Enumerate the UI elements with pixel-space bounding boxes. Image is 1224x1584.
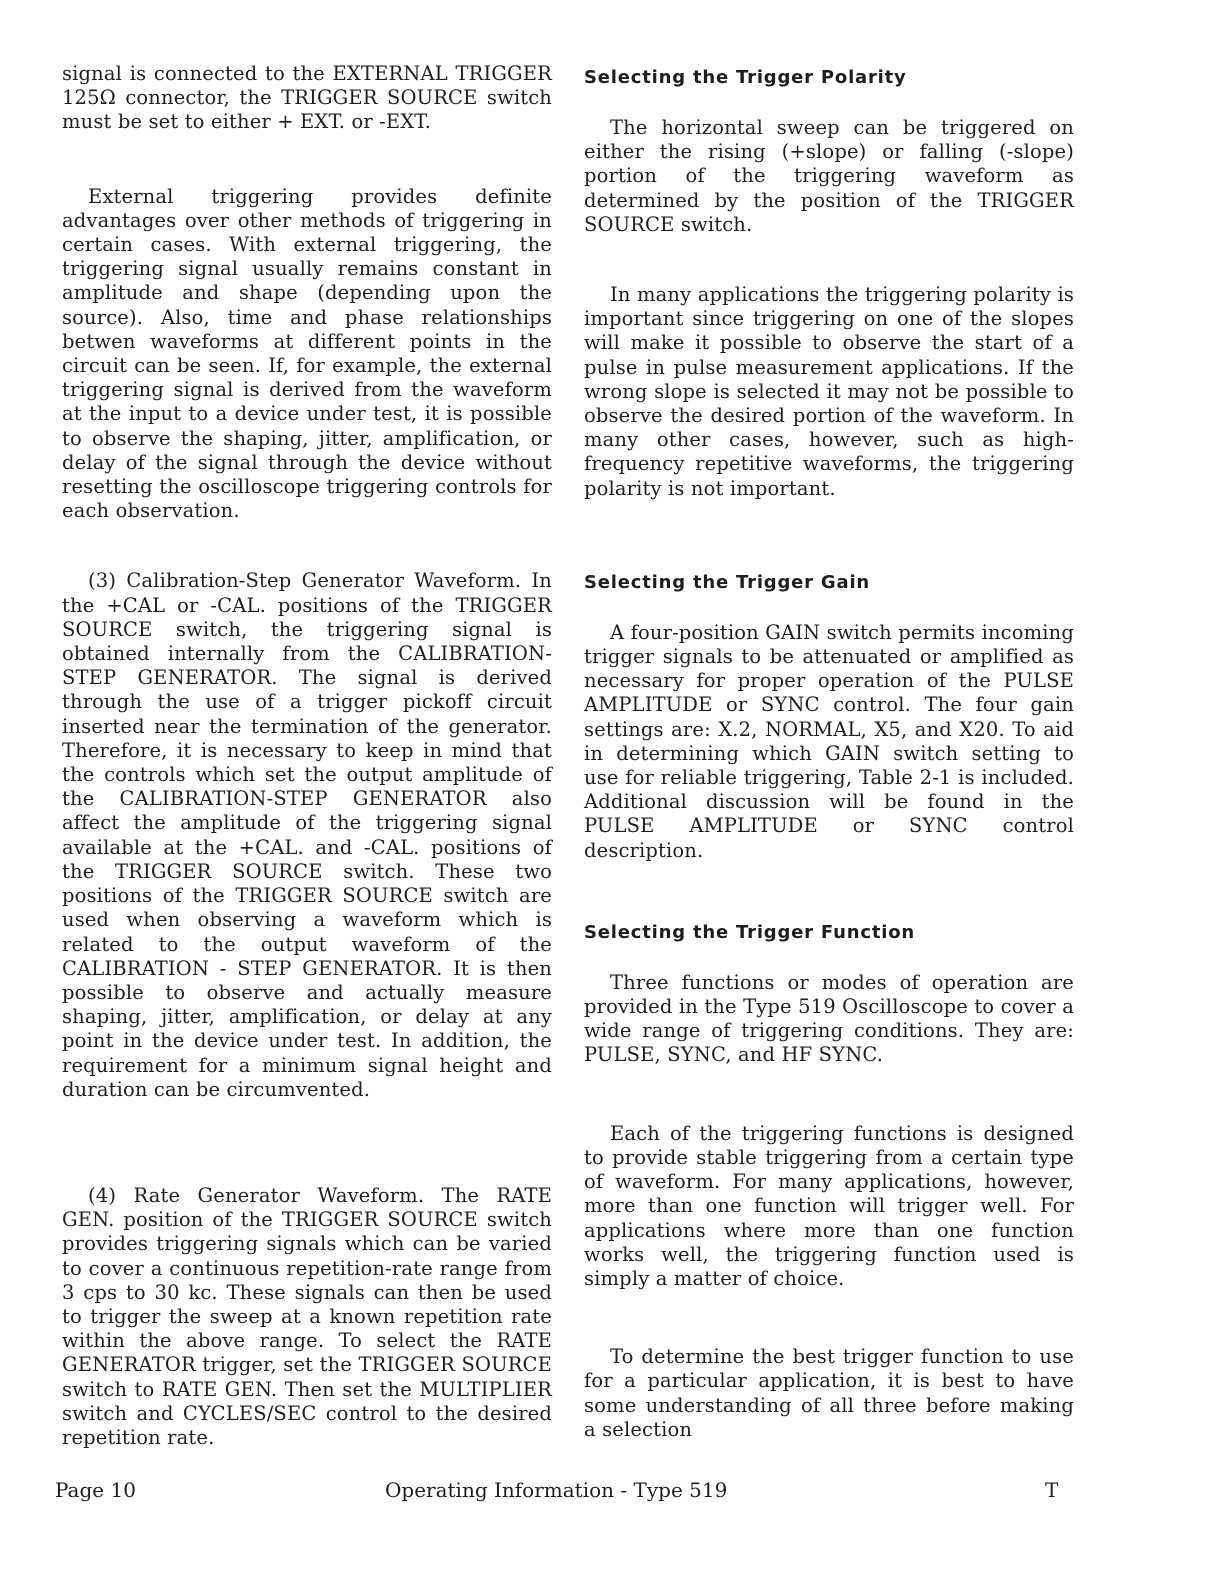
footer-mark: T	[1045, 1478, 1059, 1502]
paragraph-trigger-functions: Three functions or modes of operation are provided in the Type 519 Oscilloscope to cover a wide range of triggering conditions. They are: PULSE, SYNC, and HF SYNC.	[584, 970, 1074, 1067]
paragraph-calibration-step-generator: (3) Calibration-Step Generator Waveform. In the +CAL or -CAL. positions of the TRIGGER SOURCE switch, the triggering signal is obtained internally from the CALIBRATION-STEP GENERATOR. The signal is derived through the use of a trigger pickoff circuit inserted near the termination of the generator. Therefore, it is necessary to keep in mind that the controls which set the output amplitude of the CALIBRATION-STEP GENERATOR also affect the amplitude of the triggering signal available at the +CAL. and -CAL. positions of the TRIGGER SOURCE switch. These two positions of the TRIGGER SOURCE switch are used when observing a waveform which is related to the output waveform of the CALIBRATION - STEP GENERATOR. It is then possible to observe and actually measure shaping, jitter, amplification, or delay at any point in the device under test. In addition, the requirement for a minimum signal height and duration can be circumvented.	[62, 569, 552, 1101]
paragraph-trigger-polarity: The horizontal sweep can be triggered on either the rising (+slope) or falling (-slope) portion of the triggering waveform as determined by the position of the TRIGGER SOURCE switch.	[584, 116, 1074, 236]
paragraph-polarity-importance: In many applications the triggering polarity is important since triggering on one of the slopes will make it possible to observe the start of a pulse in pulse measurement applications. If the wrong slope is selected it may not be possible to observe the desired portion of the waveform. In many other cases, however, such as high-frequency repetitive waveforms, the triggering polarity is not important.	[584, 283, 1074, 500]
page-number: Page 10	[55, 1478, 136, 1502]
right-column	[584, 66, 1074, 1442]
heading-trigger-gain: Selecting the Trigger Gain	[584, 571, 871, 593]
left-column	[62, 62, 552, 1450]
paragraph-external-trigger-connector: signal is connected to the EXTERNAL TRIGGER 125Ω connector, the TRIGGER SOURCE switch must be set to either + EXT. or -EXT.	[62, 62, 552, 134]
page-footer	[55, 1478, 1075, 1508]
paragraph-function-choice: Each of the triggering functions is designed to provide stable triggering from a certain type of waveform. For many applications, however, more than one function will trigger well. For applications where more than one function works well, the triggering function used is simply a matter of choice.	[584, 1121, 1074, 1290]
footer-title: Operating Information - Type 519	[385, 1478, 728, 1502]
paragraph-trigger-gain: A four-position GAIN switch permits incoming trigger signals to be attenuated or amplified as necessary for proper operation of the PULSE AMPLITUDE or SYNC control. The four gain settings are: X.2, NORMAL, X5, and X20. To aid in determining which GAIN switch setting to use for reliable triggering, Table 2-1 is included. Additional discussion will be found in the PULSE AMPLITUDE or SYNC control description.	[584, 620, 1074, 862]
heading-trigger-polarity: Selecting the Trigger Polarity	[584, 67, 907, 88]
heading-trigger-function: Selecting the Trigger Function	[584, 921, 915, 943]
paragraph-external-triggering-advantages: External triggering provides definite advantages over other methods of triggering in certain cases. With external triggering, the triggering signal usually remains constant in amplitude and shape (depending upon the source). Also, time and phase relationships betwen waveforms at different points in the circuit can be seen. If, for example, the external triggering signal is derived from the waveform at the input to a device under test, it is possible to observe the shaping, jitter, amplification, or delay of the signal through the device without resetting the oscilloscope triggering controls for each observation.	[62, 184, 552, 523]
paragraph-determine-function: To determine the best trigger function to use for a particular application, it is best to have some understanding of all three before making a selection	[584, 1345, 1074, 1441]
paragraph-rate-generator: (4) Rate Generator Waveform. The RATE GEN. position of the TRIGGER SOURCE switch provides triggering signals which can be varied to cover a continuous repetition-rate range from 3 cps to 30 kc. These signals can then be used to trigger the sweep at a known repetition rate within the above range. To select the RATE GENERATOR trigger, set the TRIGGER SOURCE switch to RATE GEN. Then set the MULTIPLIER switch and CYCLES/SEC control to the desired repetition rate.	[62, 1183, 552, 1449]
